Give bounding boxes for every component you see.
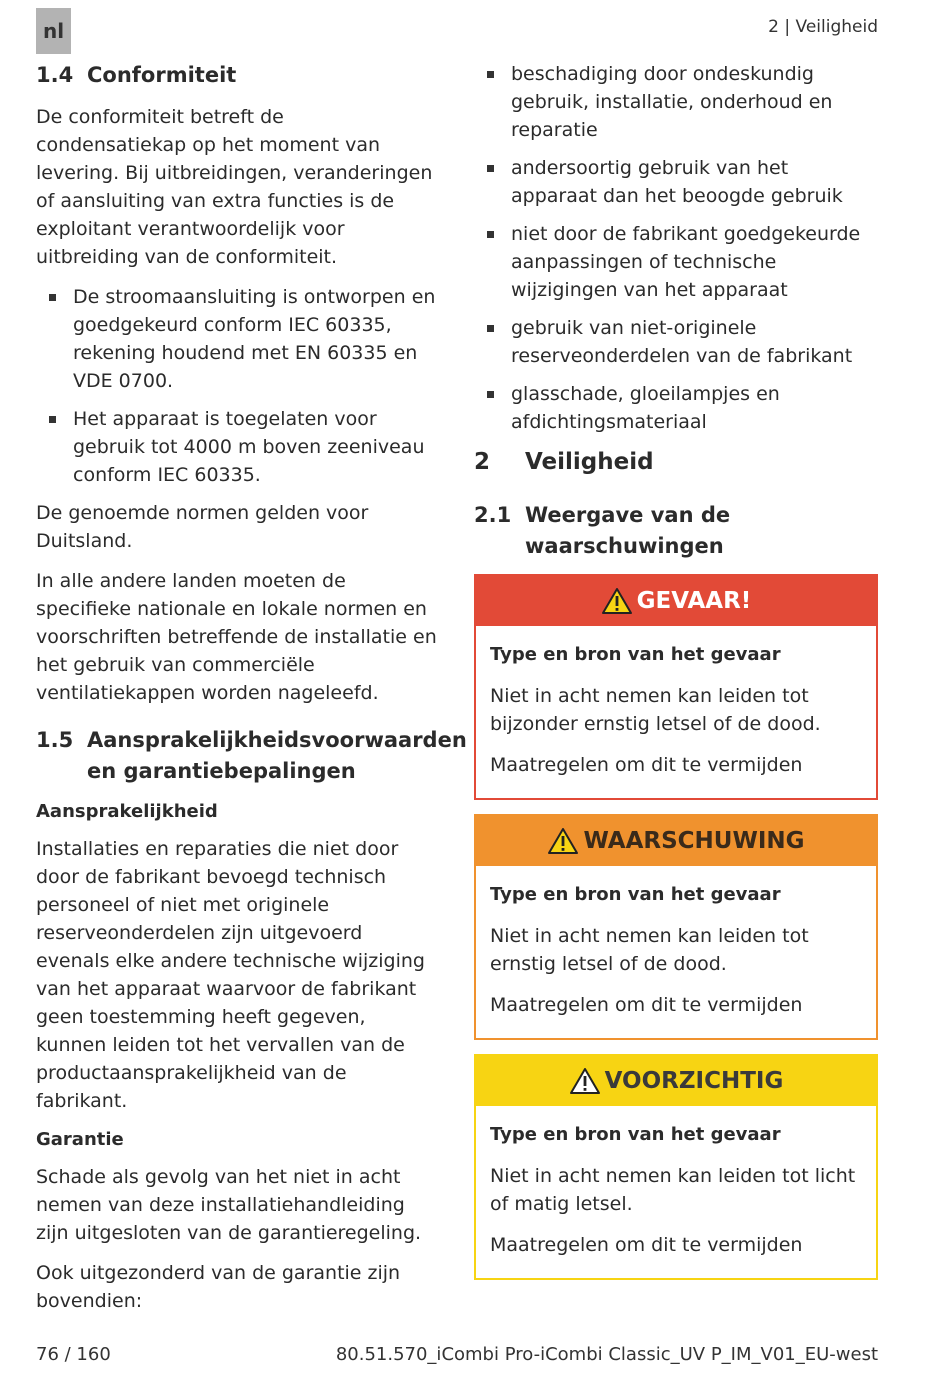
- warning-box: [474, 814, 878, 1040]
- section-number: 1.4: [36, 63, 74, 87]
- list-item: [474, 154, 878, 210]
- list-item: [474, 380, 878, 436]
- warning-label: WAARSCHUWING: [583, 828, 805, 854]
- hazard-measures: Maatregelen om dit te vermijden: [490, 754, 803, 776]
- section-title: Weergave van de waarschuwingen: [525, 503, 731, 558]
- caution-label: VOORZICHTIG: [604, 1068, 784, 1094]
- paragraph-warranty: Schade als gevolg van het niet in acht nemen van deze installatiehandleiding zijn uitgesloten van de garantieregeling.: [36, 1166, 422, 1244]
- chapter-title: Veiligheid: [525, 449, 654, 475]
- danger-label: GEVAAR!: [636, 588, 752, 614]
- list-item-text: beschadiging door ondeskundig gebruik, installatie, onderhoud en reparatie: [511, 63, 833, 141]
- hazard-measures: Maatregelen om dit te vermijden: [490, 1234, 803, 1256]
- section-heading-2-1: [474, 500, 878, 562]
- list-item-text: gebruik van niet-originele reserveonderdelen van de fabrikant: [511, 317, 853, 367]
- warning-triangle-icon: [601, 587, 633, 615]
- chapter-heading-2: [474, 446, 878, 478]
- list-item: [36, 405, 440, 489]
- section-number: 1.5: [36, 728, 74, 752]
- warning-body: [476, 866, 876, 1038]
- hazard-consequence: Niet in acht nemen kan leiden tot ernstig letsel of de dood.: [490, 925, 809, 975]
- list-item-text: Het apparaat is toegelaten voor gebruik tot 4000 m boven zeeniveau conform IEC 60335.: [73, 408, 425, 486]
- paragraph-liability: Installaties en reparaties die niet door door de fabrikant bevoegd technisch personeel of niet met originele reserveonderdelen zijn uitgevoerd evenals elke andere technische wijziging van het apparaat waarvoor de fabrikant geen toestemming heeft gegeven, kunnen leiden tot het vervallen van de productaansprakelijkheid van de fabrikant.: [36, 838, 425, 1112]
- list-item: [474, 220, 878, 304]
- caution-header: [476, 1056, 876, 1106]
- section-title: Aansprakelijkheidsvoorwaarden en garantiebepalingen: [87, 728, 467, 783]
- hazard-consequence: Niet in acht nemen kan leiden tot licht of matig letsel.: [490, 1165, 856, 1215]
- caution-box: [474, 1054, 878, 1280]
- right-column: [474, 60, 878, 1294]
- list-item-text: De stroomaansluiting is ontworpen en goedgekeurd conform IEC 60335, rekening houdend met EN 60335 en VDE 0700.: [73, 286, 436, 392]
- bullet-icon: [487, 325, 494, 332]
- running-header: 2 | Veiligheid: [768, 17, 878, 37]
- list-item: [474, 314, 878, 370]
- chapter-number: 2: [474, 449, 491, 475]
- warning-triangle-icon: [547, 827, 579, 855]
- page-number: 76 / 160: [36, 1344, 111, 1365]
- section-heading-1-5: [36, 725, 467, 787]
- paragraph-warranty-exclusions: Ook uitgezonderd van de garantie zijn bovendien:: [36, 1262, 401, 1312]
- hazard-title: Type en bron van het gevaar: [490, 1124, 781, 1145]
- paragraph-conformity: De conformiteit betreft de condensatiekap op het moment van levering. Bij uitbreidingen, veranderingen of aansluiting van extra functies is de exploitant verantwoordelijk voor uitbreiding van de conformiteit.: [36, 106, 433, 268]
- bullet-icon: [487, 231, 494, 238]
- subheading-warranty: Garantie: [36, 1129, 124, 1150]
- subheading-liability: Aansprakelijkheid: [36, 801, 218, 822]
- document-id: 80.51.570_iCombi Pro-iCombi Classic_UV P_IM_V01_EU-west: [335, 1344, 878, 1365]
- list-item-text: andersoortig gebruik van het apparaat dan het beoogde gebruik: [511, 157, 843, 207]
- paragraph-norms-germany: De genoemde normen gelden voor Duitsland.: [36, 502, 369, 552]
- danger-header: [476, 576, 876, 626]
- bullet-list-exclusions: [474, 60, 878, 436]
- bullet-icon: [487, 165, 494, 172]
- language-tab: nl: [36, 8, 71, 54]
- paragraph-other-countries: In alle andere landen moeten de specifieke nationale en lokale normen en voorschriften betreffende de installatie en het gebruik van commerciële ventilatiekappen worden nageleefd.: [36, 570, 437, 704]
- section-number: 2.1: [474, 503, 512, 527]
- section-heading-1-4: [36, 60, 440, 91]
- list-item: [474, 60, 878, 144]
- hazard-title: Type en bron van het gevaar: [490, 644, 781, 665]
- bullet-icon: [487, 71, 494, 78]
- danger-body: [476, 626, 876, 798]
- list-item-text: niet door de fabrikant goedgekeurde aanpassingen of technische wijzigingen van het apparaat: [511, 223, 861, 301]
- warning-header: [476, 816, 876, 866]
- section-title: Conformiteit: [87, 63, 237, 87]
- caution-body: [476, 1106, 876, 1278]
- warning-triangle-icon: [569, 1067, 601, 1095]
- hazard-consequence: Niet in acht nemen kan leiden tot bijzonder ernstig letsel of de dood.: [490, 685, 821, 735]
- bullet-icon: [49, 294, 56, 301]
- hazard-title: Type en bron van het gevaar: [490, 884, 781, 905]
- bullet-list-standards: [36, 283, 440, 489]
- hazard-measures: Maatregelen om dit te vermijden: [490, 994, 803, 1016]
- danger-box: [474, 574, 878, 800]
- bullet-icon: [49, 416, 56, 423]
- list-item: [36, 283, 440, 395]
- left-column: [36, 60, 467, 1327]
- list-item-text: glasschade, gloeilampjes en afdichtingsmateriaal: [511, 383, 780, 433]
- bullet-icon: [487, 391, 494, 398]
